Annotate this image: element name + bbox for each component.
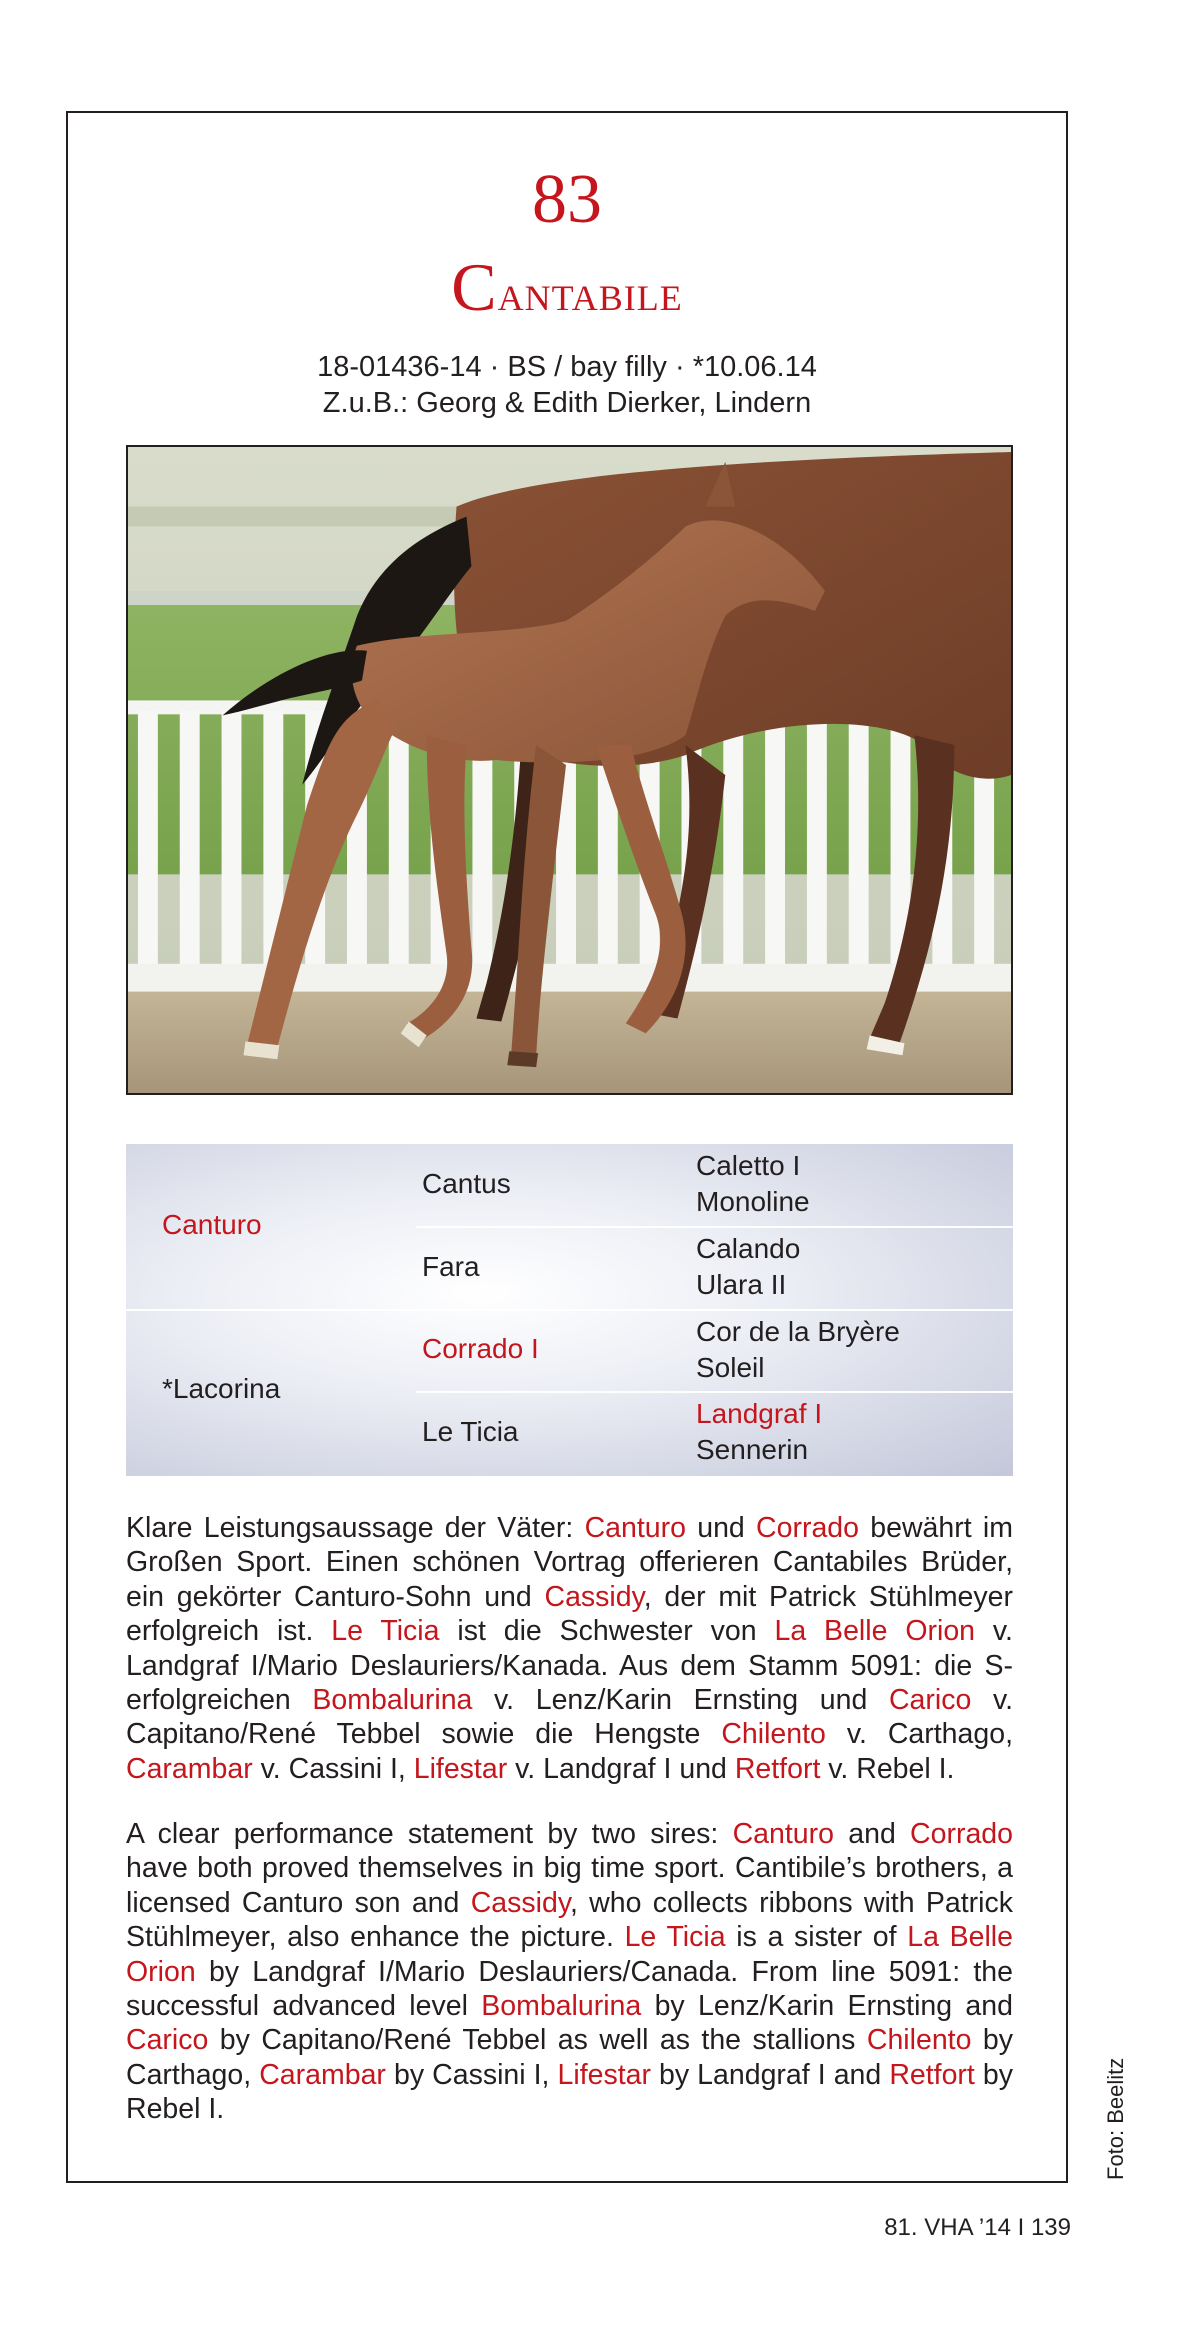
- pedigree-divider: [416, 1391, 1013, 1393]
- breeder-line: Z.u.B.: Georg & Edith Dierker, Lindern: [322, 387, 812, 419]
- description-english: A clear performance statement by two sires: Canturo and Corrado have both proved themselves in big time sport. Cantibile’s brothers, a licensed Canturo son and Cassidy, who collects ribbons with Patrick Stühlmeyer, also enhance the picture. Le Ticia is a sister of La Belle Orion by Landgraf I/Mario Deslauriers/Canada. From line 5091: the successful advanced level Bombalurina by Lenz/Karin Ernsting and Carico by Capitano/René Tebbel as well as the stallions Chilento by Carthago, Carambar by Cassini I, Lifestar by Landgraf I and Retfort by Rebel I.: [126, 1818, 1014, 2126]
- pedigree-ssd: Monoline: [696, 1186, 810, 1217]
- registration-line: 18-01436-14 · BS / bay filly · *10.06.14: [317, 351, 817, 383]
- pedigree-dam: *Lacorina: [162, 1373, 281, 1404]
- description-german: Klare Leistungsaussage der Väter: Canturo und Corrado bewährt im Großen Sport. Einen schönen Vortrag offerieren Cantabiles Brüder, ein gekörter Canturo-Sohn und Cassidy, der mit Patrick Stühlmeyer erfolgreich ist. Le Ticia ist die Schwester von La Belle Orion v. Landgraf I/Mario Deslauriers/Kanada. Aus dem Stamm 5091: die S-erfolgreichen Bombalurina v. Lenz/Karin Ernsting und Carico v. Capitano/René Tebbel sowie die Hengste Chilento v. Carthago, Carambar v. Cassini I, Lifestar v. Landgraf I und Retfort v. Rebel I.: [126, 1512, 1014, 1785]
- pedigree-ddd: Sennerin: [696, 1434, 809, 1465]
- pedigree-sire-dam: Fara: [422, 1251, 480, 1282]
- pedigree-divider: [416, 1226, 1013, 1228]
- page-folio: 81. VHA ’14 I 139: [884, 2214, 1071, 2241]
- pedigree-dam-dam: Le Ticia: [422, 1416, 519, 1447]
- pedigree-sdd: Ulara II: [696, 1269, 787, 1300]
- pedigree-dds: Landgraf I: [696, 1398, 823, 1429]
- horse-name: [68, 249, 1066, 325]
- lot-number: 83: [532, 161, 602, 238]
- pedigree-dss: Cor de la Bryère: [696, 1316, 900, 1347]
- pedigree-dam-sire: Corrado I: [422, 1333, 539, 1364]
- pedigree-sss: Caletto I: [696, 1150, 801, 1181]
- pedigree-divider: [126, 1309, 1013, 1311]
- pedigree-dsd: Soleil: [696, 1352, 765, 1383]
- pedigree-table: [126, 1144, 1013, 1476]
- pedigree-sire-sire: Cantus: [422, 1168, 511, 1199]
- pedigree-sds: Calando: [696, 1233, 801, 1264]
- pedigree-sire: Canturo: [162, 1209, 262, 1240]
- horse-name-initial: C: [451, 249, 498, 325]
- foal-photo: [126, 445, 1013, 1095]
- catalog-frame: [66, 111, 1068, 2183]
- foal-with-mare-illustration: [128, 447, 1011, 1093]
- horse-name-rest: antabile: [497, 265, 683, 322]
- photo-credit: Foto: Beelitz: [1103, 2057, 1128, 2180]
